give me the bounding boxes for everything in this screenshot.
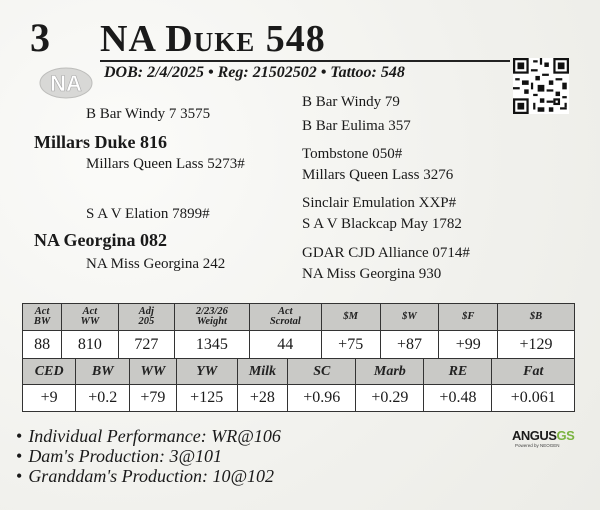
performance-header-5: $M [321, 304, 380, 331]
pedigree-sire-sire-dam: B Bar Eulima 357 [302, 118, 411, 134]
performance-value-3: 1345 [175, 331, 250, 359]
epd-value-2: +79 [130, 385, 177, 412]
pedigree-sire-sire: B Bar Windy 7 3575 [86, 106, 211, 122]
pedigree-dam: NA Georgina 082 [34, 230, 167, 250]
performance-value-0: 88 [23, 331, 62, 359]
production-item: • Individual Performance: WR@106 [16, 426, 281, 446]
animal-name: NA Duke 548 [100, 18, 326, 60]
performance-header-0: Act BW [23, 304, 62, 331]
pedigree-sire-dam-dam: Millars Queen Lass 3276 [302, 167, 454, 183]
title-divider [100, 60, 510, 62]
pedigree-sire: Millars Duke 816 [34, 132, 167, 152]
performance-header-1: Act WW [62, 304, 118, 331]
angus-gs-logo: ANGUSGS [512, 428, 575, 443]
performance-header-8: $B [498, 304, 575, 331]
lot-number: 3 [30, 15, 50, 60]
epd-value-6: +0.29 [356, 385, 424, 412]
na-logo-text: NA [50, 71, 82, 96]
performance-header-6: $W [380, 304, 439, 331]
epd-value-5: +0.96 [288, 385, 356, 412]
performance-value-7: +99 [439, 331, 498, 359]
pedigree-sire-sire-sire: B Bar Windy 79 [302, 94, 400, 110]
epd-header-5: SC [288, 359, 356, 385]
performance-value-5: +75 [321, 331, 380, 359]
epd-value-3: +125 [176, 385, 237, 412]
pedigree-dam-sire-sire: Sinclair Emulation XXP# [302, 195, 457, 211]
epd-header-4: Milk [237, 359, 288, 385]
animal-subtitle: DOB: 2/4/2025 • Reg: 21502502 • Tattoo: 548 [104, 64, 405, 81]
performance-header-row [23, 304, 575, 331]
performance-value-1: 810 [62, 331, 118, 359]
performance-header-2: Adj 205 [118, 304, 174, 331]
performance-header-4: Act Scrotal [249, 304, 321, 331]
epd-value-row [23, 385, 575, 412]
pedigree-dam-sire-dam: S A V Blackcap May 1782 [302, 216, 462, 232]
epd-header-0: CED [23, 359, 76, 385]
epd-header-7: RE [424, 359, 492, 385]
performance-value-6: +87 [380, 331, 439, 359]
production-item: • Granddam's Production: 10@102 [16, 466, 275, 486]
performance-value-8: +129 [498, 331, 575, 359]
production-list [16, 426, 281, 486]
epd-header-1: BW [76, 359, 130, 385]
epd-value-1: +0.2 [76, 385, 130, 412]
epd-value-0: +9 [23, 385, 76, 412]
epd-header-6: Marb [356, 359, 424, 385]
epd-value-7: +0.48 [424, 385, 492, 412]
performance-value-2: 727 [118, 331, 174, 359]
pedigree-dam-dam-dam: NA Miss Georgina 930 [302, 266, 442, 282]
qr-code-icon [513, 58, 569, 114]
performance-header-7: $F [439, 304, 498, 331]
pedigree-dam-dam: NA Miss Georgina 242 [86, 256, 226, 272]
epd-header-8: Fat [492, 359, 575, 385]
performance-value-4: 44 [249, 331, 321, 359]
epd-value-8: +0.061 [492, 385, 575, 412]
performance-header-3: 2/23/26 Weight [175, 304, 250, 331]
pedigree-dam-dam-sire: GDAR CJD Alliance 0714# [302, 245, 470, 261]
epd-header-3: YW [176, 359, 237, 385]
pedigree-dam-sire: S A V Elation 7899# [86, 206, 210, 222]
pedigree-sire-dam: Millars Queen Lass 5273# [86, 156, 245, 172]
epd-header-2: WW [130, 359, 177, 385]
performance-table [22, 303, 575, 359]
production-item: • Dam's Production: 3@101 [16, 446, 223, 466]
performance-value-row [23, 331, 575, 359]
pedigree-sire-dam-sire: Tombstone 050# [302, 146, 403, 162]
na-logo-icon [38, 64, 94, 100]
powered-by-text: Powered by NEOGEN [515, 443, 560, 448]
epd-value-4: +28 [237, 385, 288, 412]
epd-header-row [23, 359, 575, 385]
epd-table [22, 358, 575, 412]
